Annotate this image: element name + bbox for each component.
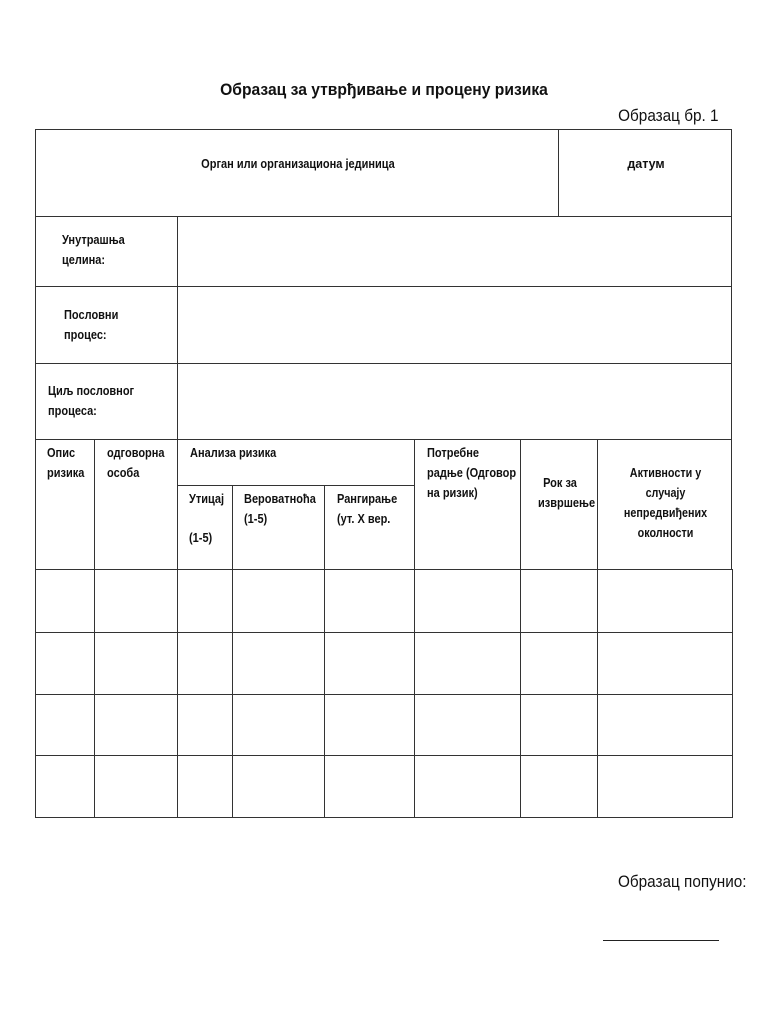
impact-scale-label: (1-5) — [189, 531, 213, 545]
date-label: датум — [627, 157, 665, 171]
impact-label: Утицај — [189, 492, 225, 506]
deadline-cell[interactable] — [520, 632, 598, 695]
business-process-field[interactable] — [177, 286, 732, 364]
process-goal-label-cell — [35, 363, 178, 440]
probability-label: Вероватноћа (1-5) — [244, 492, 316, 526]
impact-cell[interactable] — [177, 755, 233, 818]
ranking-cell[interactable] — [324, 694, 415, 756]
contingency-cell[interactable] — [597, 694, 733, 756]
impact-cell[interactable] — [177, 632, 233, 695]
responsible-person-cell[interactable] — [94, 694, 178, 756]
contingency-cell[interactable] — [597, 632, 733, 695]
probability-cell[interactable] — [232, 755, 325, 818]
business-process-label-cell — [35, 286, 178, 364]
ranking-cell[interactable] — [324, 569, 415, 633]
risk-description-label: Опис ризика — [47, 446, 85, 480]
responsible-person-cell[interactable] — [94, 632, 178, 695]
contingency-cell[interactable] — [597, 569, 733, 633]
deadline-cell[interactable] — [520, 569, 598, 633]
deadline-cell[interactable] — [520, 755, 598, 818]
internal-unit-label-cell — [35, 216, 178, 287]
risk-description-cell[interactable] — [35, 694, 95, 756]
actions-needed-header — [414, 439, 521, 570]
impact-cell[interactable] — [177, 694, 233, 756]
probability-cell[interactable] — [232, 694, 325, 756]
impact-cell[interactable] — [177, 569, 233, 633]
responsible-person-label: одговорна особа — [107, 446, 165, 480]
responsible-person-header — [94, 439, 178, 570]
risk-description-cell[interactable] — [35, 755, 95, 818]
contingency-header — [597, 439, 732, 570]
form-number: Образац бр. 1 — [617, 106, 718, 125]
risk-analysis-label: Анализа ризика — [190, 446, 277, 460]
contingency-label: Активности у случају непредвиђених околности — [623, 466, 708, 540]
actions-needed-cell[interactable] — [414, 632, 521, 695]
ranking-cell[interactable] — [324, 755, 415, 818]
probability-header — [232, 485, 325, 570]
internal-unit-label: Унутрашња целина: — [62, 233, 125, 267]
deadline-label: Рок за извршење — [538, 476, 596, 510]
organ-cell[interactable] — [35, 129, 559, 217]
signature-line[interactable] — [603, 940, 719, 941]
date-cell[interactable] — [558, 129, 732, 217]
actions-needed-cell[interactable] — [414, 569, 521, 633]
impact-header — [177, 485, 233, 570]
responsible-person-cell[interactable] — [94, 569, 178, 633]
contingency-cell[interactable] — [597, 755, 733, 818]
ranking-header — [324, 485, 415, 570]
actions-needed-cell[interactable] — [414, 694, 521, 756]
actions-needed-label: Потребне радње (Одговор на ризик) — [427, 446, 517, 500]
probability-cell[interactable] — [232, 632, 325, 695]
risk-description-cell[interactable] — [35, 569, 95, 633]
deadline-cell[interactable] — [520, 694, 598, 756]
deadline-header — [520, 439, 598, 570]
internal-unit-field[interactable] — [177, 216, 732, 287]
process-goal-field[interactable] — [177, 363, 732, 440]
ranking-label: Рангирање (ут. X вер. — [337, 492, 398, 526]
responsible-person-cell[interactable] — [94, 755, 178, 818]
actions-needed-cell[interactable] — [414, 755, 521, 818]
risk-description-cell[interactable] — [35, 632, 95, 695]
filled-by-label: Образац попунио: — [618, 872, 747, 891]
risk-analysis-header — [177, 439, 415, 486]
business-process-label: Пословни процес: — [64, 308, 119, 342]
risk-description-header — [35, 439, 95, 570]
organ-label: Орган или организациона јединица — [201, 157, 395, 171]
ranking-cell[interactable] — [324, 632, 415, 695]
probability-cell[interactable] — [232, 569, 325, 633]
process-goal-label: Циљ пословног процеса: — [48, 384, 135, 418]
form-title: Образац за утврђивање и процену ризика — [220, 80, 548, 99]
